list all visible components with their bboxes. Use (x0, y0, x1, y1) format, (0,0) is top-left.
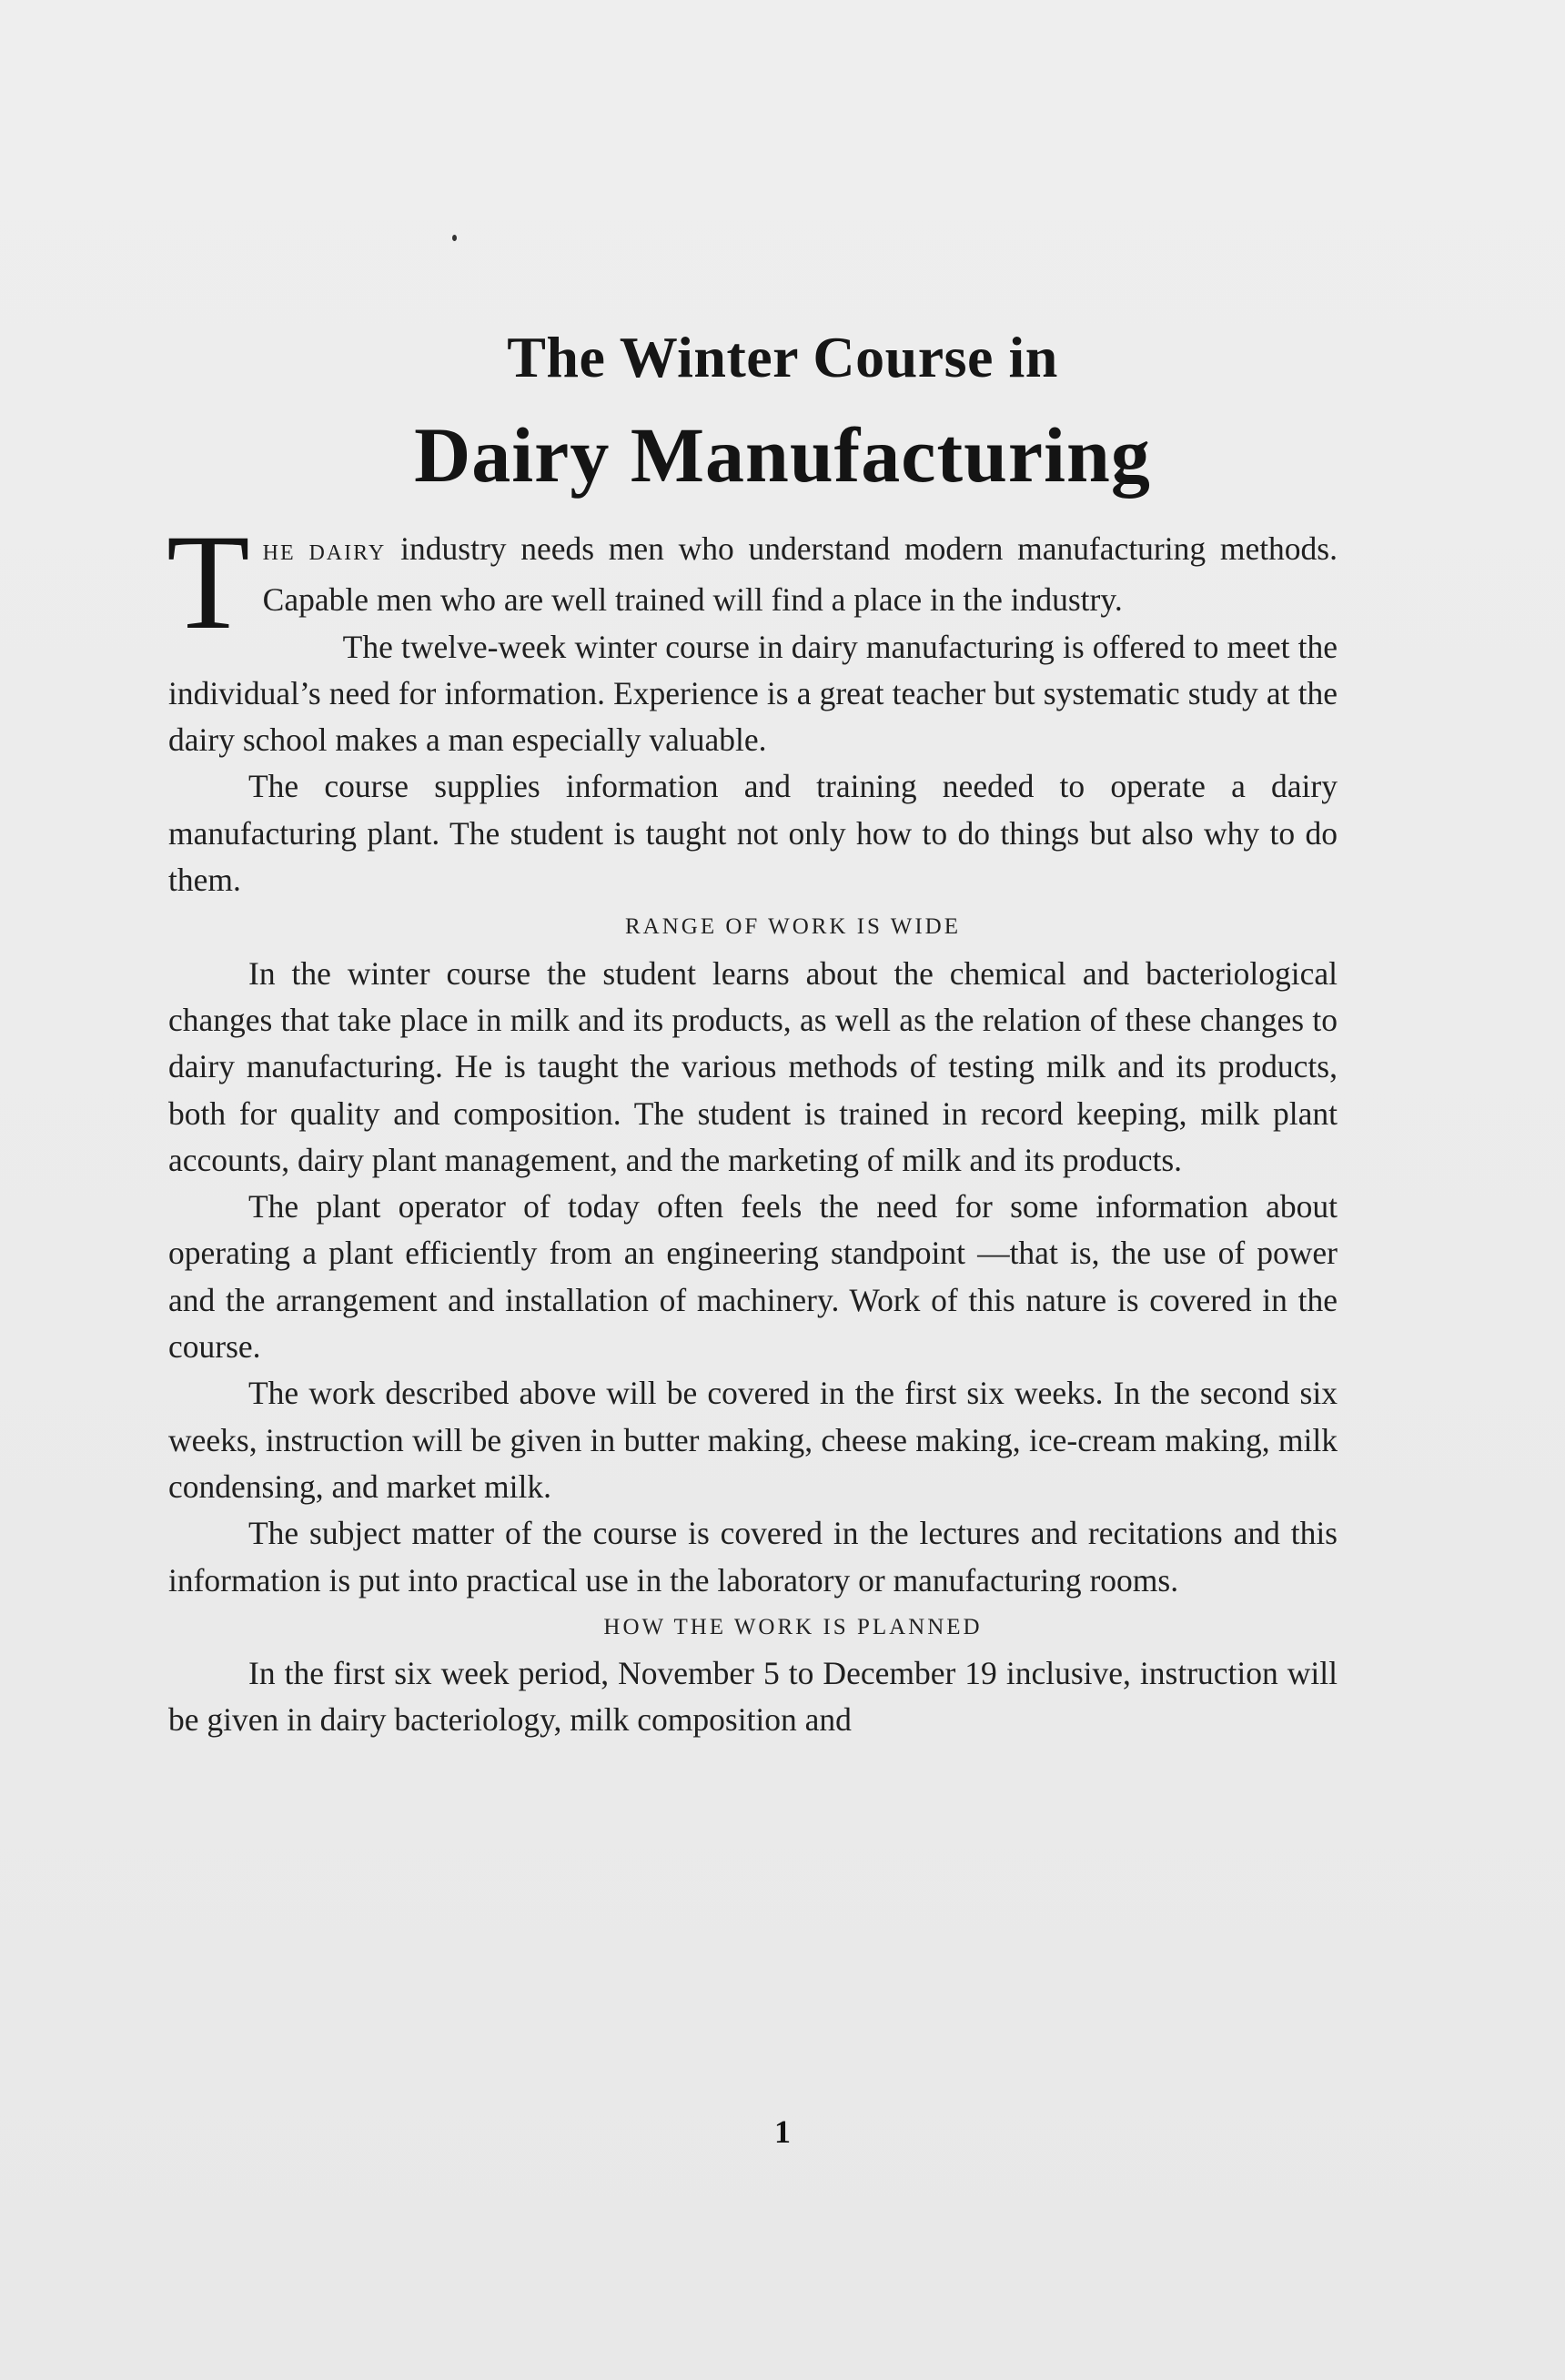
intro-paragraph (167, 507, 1338, 658)
paragraph: In the winter course the student learns about the chemical and bacteriological changes that take place in milk and its products, as well as the relation of these changes to dairy manufacturing. He is taught the various methods of testing milk and its products, both for quality and composition. The student is trained in record keeping, milk plant accounts, dairy plant management, and the marketing of milk and its products. (168, 954, 1338, 1178)
drop-cap: T (167, 507, 250, 658)
print-speck (452, 235, 457, 241)
intro-text: industry needs men who understand modern manufacturing methods. Capable men who are well trained will find a place in the industry. (262, 530, 1338, 619)
lead-small-caps: HE DAIRY (262, 541, 387, 565)
page-number: 1 (774, 2113, 791, 2150)
paragraph: The work described above will be covered in the first six weeks. In the second six weeks, instruction will be given in butter making, cheese making, ice-cream making, milk condensing, and market milk. (168, 1375, 1338, 1505)
paragraph: In the first six week period, November 5 to December 19 inclusive, instruction will be given in dairy bacteriology, milk composition and (168, 1655, 1338, 1739)
title-block (0, 317, 1565, 506)
section-heading-range-of-work: RANGE OF WORK IS WIDE (624, 914, 962, 940)
section-heading-how-work-planned: HOW THE WORK IS PLANNED (603, 1614, 983, 1639)
paragraph: The plant operator of today often feels the need for some information about operating a plant efficiently from an engineering standpoint —that is, the use of power and the arrangement and installation of machinery. Work of this nature is covered in the course. (168, 1188, 1338, 1366)
paragraph: The twelve-week winter course in dairy manufacturing is offered to meet the individual’s need for information. Experience is a great teacher but systematic study at the dairy school makes a man especially valuable. (168, 628, 1338, 759)
title-line-2: Dairy Manufacturing (414, 411, 1151, 499)
paragraph: The subject matter of the course is covered in the lectures and recitations and this information is put into practical use in the laboratory or manufacturing rooms. (168, 1515, 1338, 1598)
body-text (167, 507, 1338, 1744)
title-line-1: The Winter Course in (507, 325, 1058, 389)
paragraph: The course supplies information and training needed to operate a dairy manufacturing plant. The student is taught not only how to do things but also why to do them. (168, 768, 1338, 899)
